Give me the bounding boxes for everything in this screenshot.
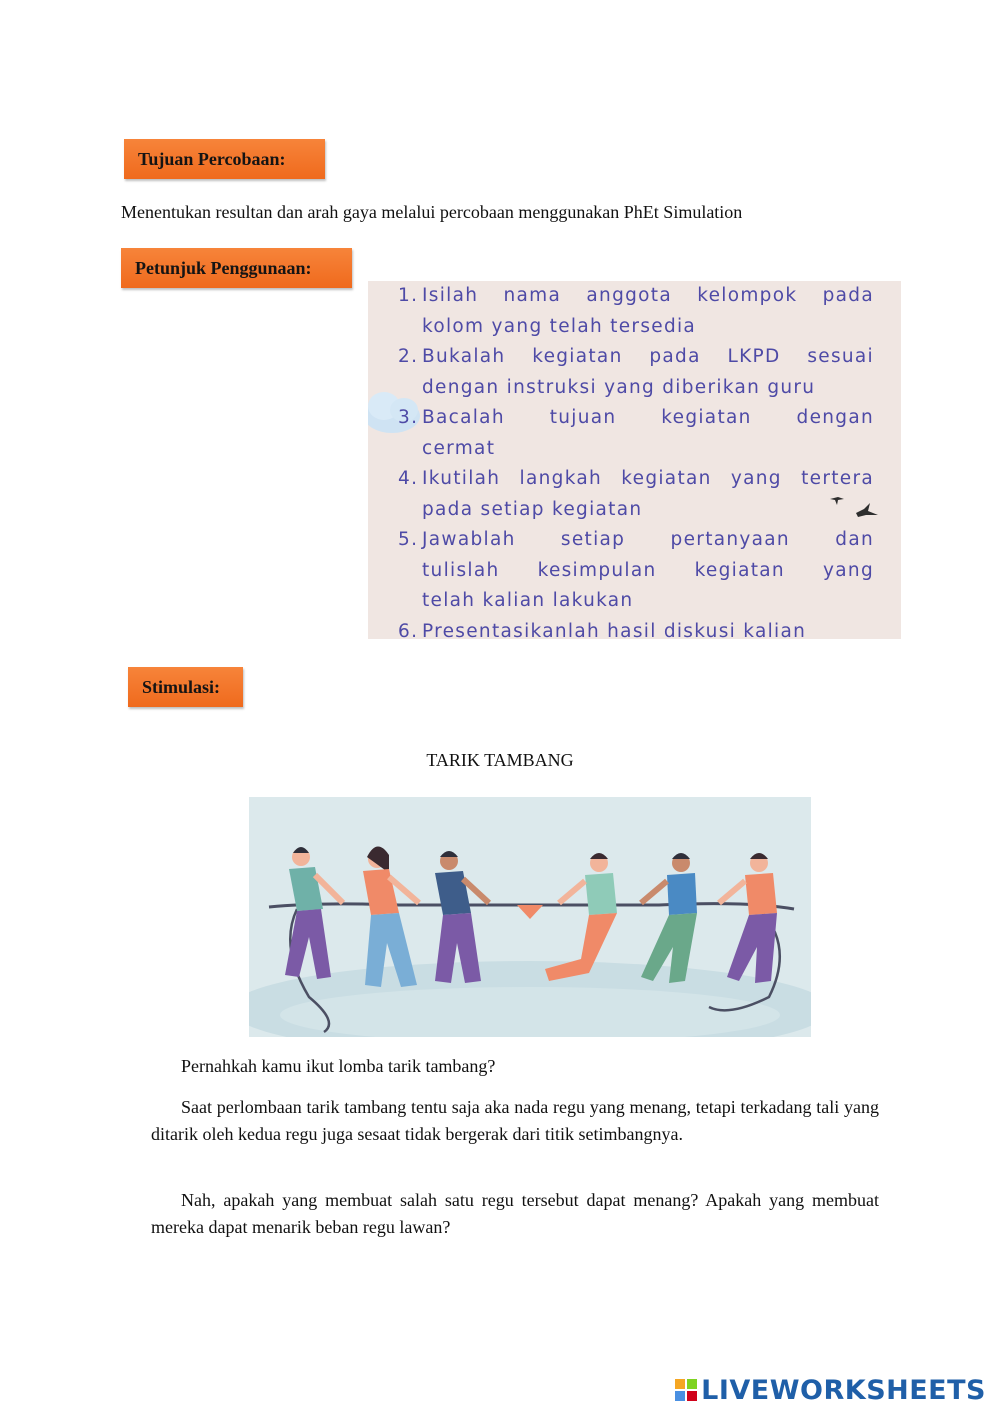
tujuan-percobaan-label: Tujuan Percobaan: [124,139,325,179]
list-item-number: 4. [398,468,419,489]
list-item [398,281,874,342]
list-item-number: 6. [398,620,419,639]
liveworksheets-logo [675,1374,986,1406]
list-item-text: Ikutilah langkah kegiatan yang tertera pada setiap kegiatan [422,468,874,520]
paragraph-1: Pernahkah kamu ikut lomba tarik tambang? [181,1056,496,1076]
list-item-number: 2. [398,346,419,367]
petunjuk-penggunaan-label: Petunjuk Penggunaan: [121,248,352,288]
list-item-text: Isilah nama anggota kelompok pada kolom yang telah tersedia [422,285,874,337]
instructions-list [398,281,874,639]
list-item [398,342,874,403]
list-item [398,403,874,464]
list-item-text: Jawablah setiap pertanyaan dan tulislah kesimpulan kegiatan yang telah kalian lakukan [422,529,874,611]
list-item [398,525,874,617]
tug-of-war-illustration [249,797,811,1037]
list-item-text: Bacalah tujuan kegiatan dengan cermat [422,407,874,459]
brand-name: LIVEWORKSHEETS [701,1374,986,1406]
objective-text: Menentukan resultan dan arah gaya melalui percobaan menggunakan PhEt Simulation [121,202,743,222]
instructions-panel [368,281,901,639]
list-item-number: 3. [398,407,419,428]
paragraph-2: Saat perlombaan tarik tambang tentu saja aka nada regu yang menang, tetapi terkadang tali yang ditarik oleh kedua regu juga sesaat tidak bergerak dari titik setimbangnya. [151,1097,879,1144]
live-logo-icon [675,1379,697,1401]
list-item-number: 1. [398,285,419,306]
list-item-text: Bukalah kegiatan pada LKPD sesuai dengan instruksi yang diberikan guru [422,346,874,398]
list-item [398,617,874,640]
list-item [398,464,874,525]
stimulus-title: TARIK TAMBANG [426,750,574,770]
paragraph-3: Nah, apakah yang membuat salah satu regu tersebut dapat menang? Apakah yang membuat mereka dapat menarik beban regu lawan? [151,1190,879,1237]
list-item-number: 5. [398,529,419,550]
stimulasi-label: Stimulasi: [128,667,243,707]
list-item-text: Presentasikanlah hasil diskusi kalian [422,620,807,639]
